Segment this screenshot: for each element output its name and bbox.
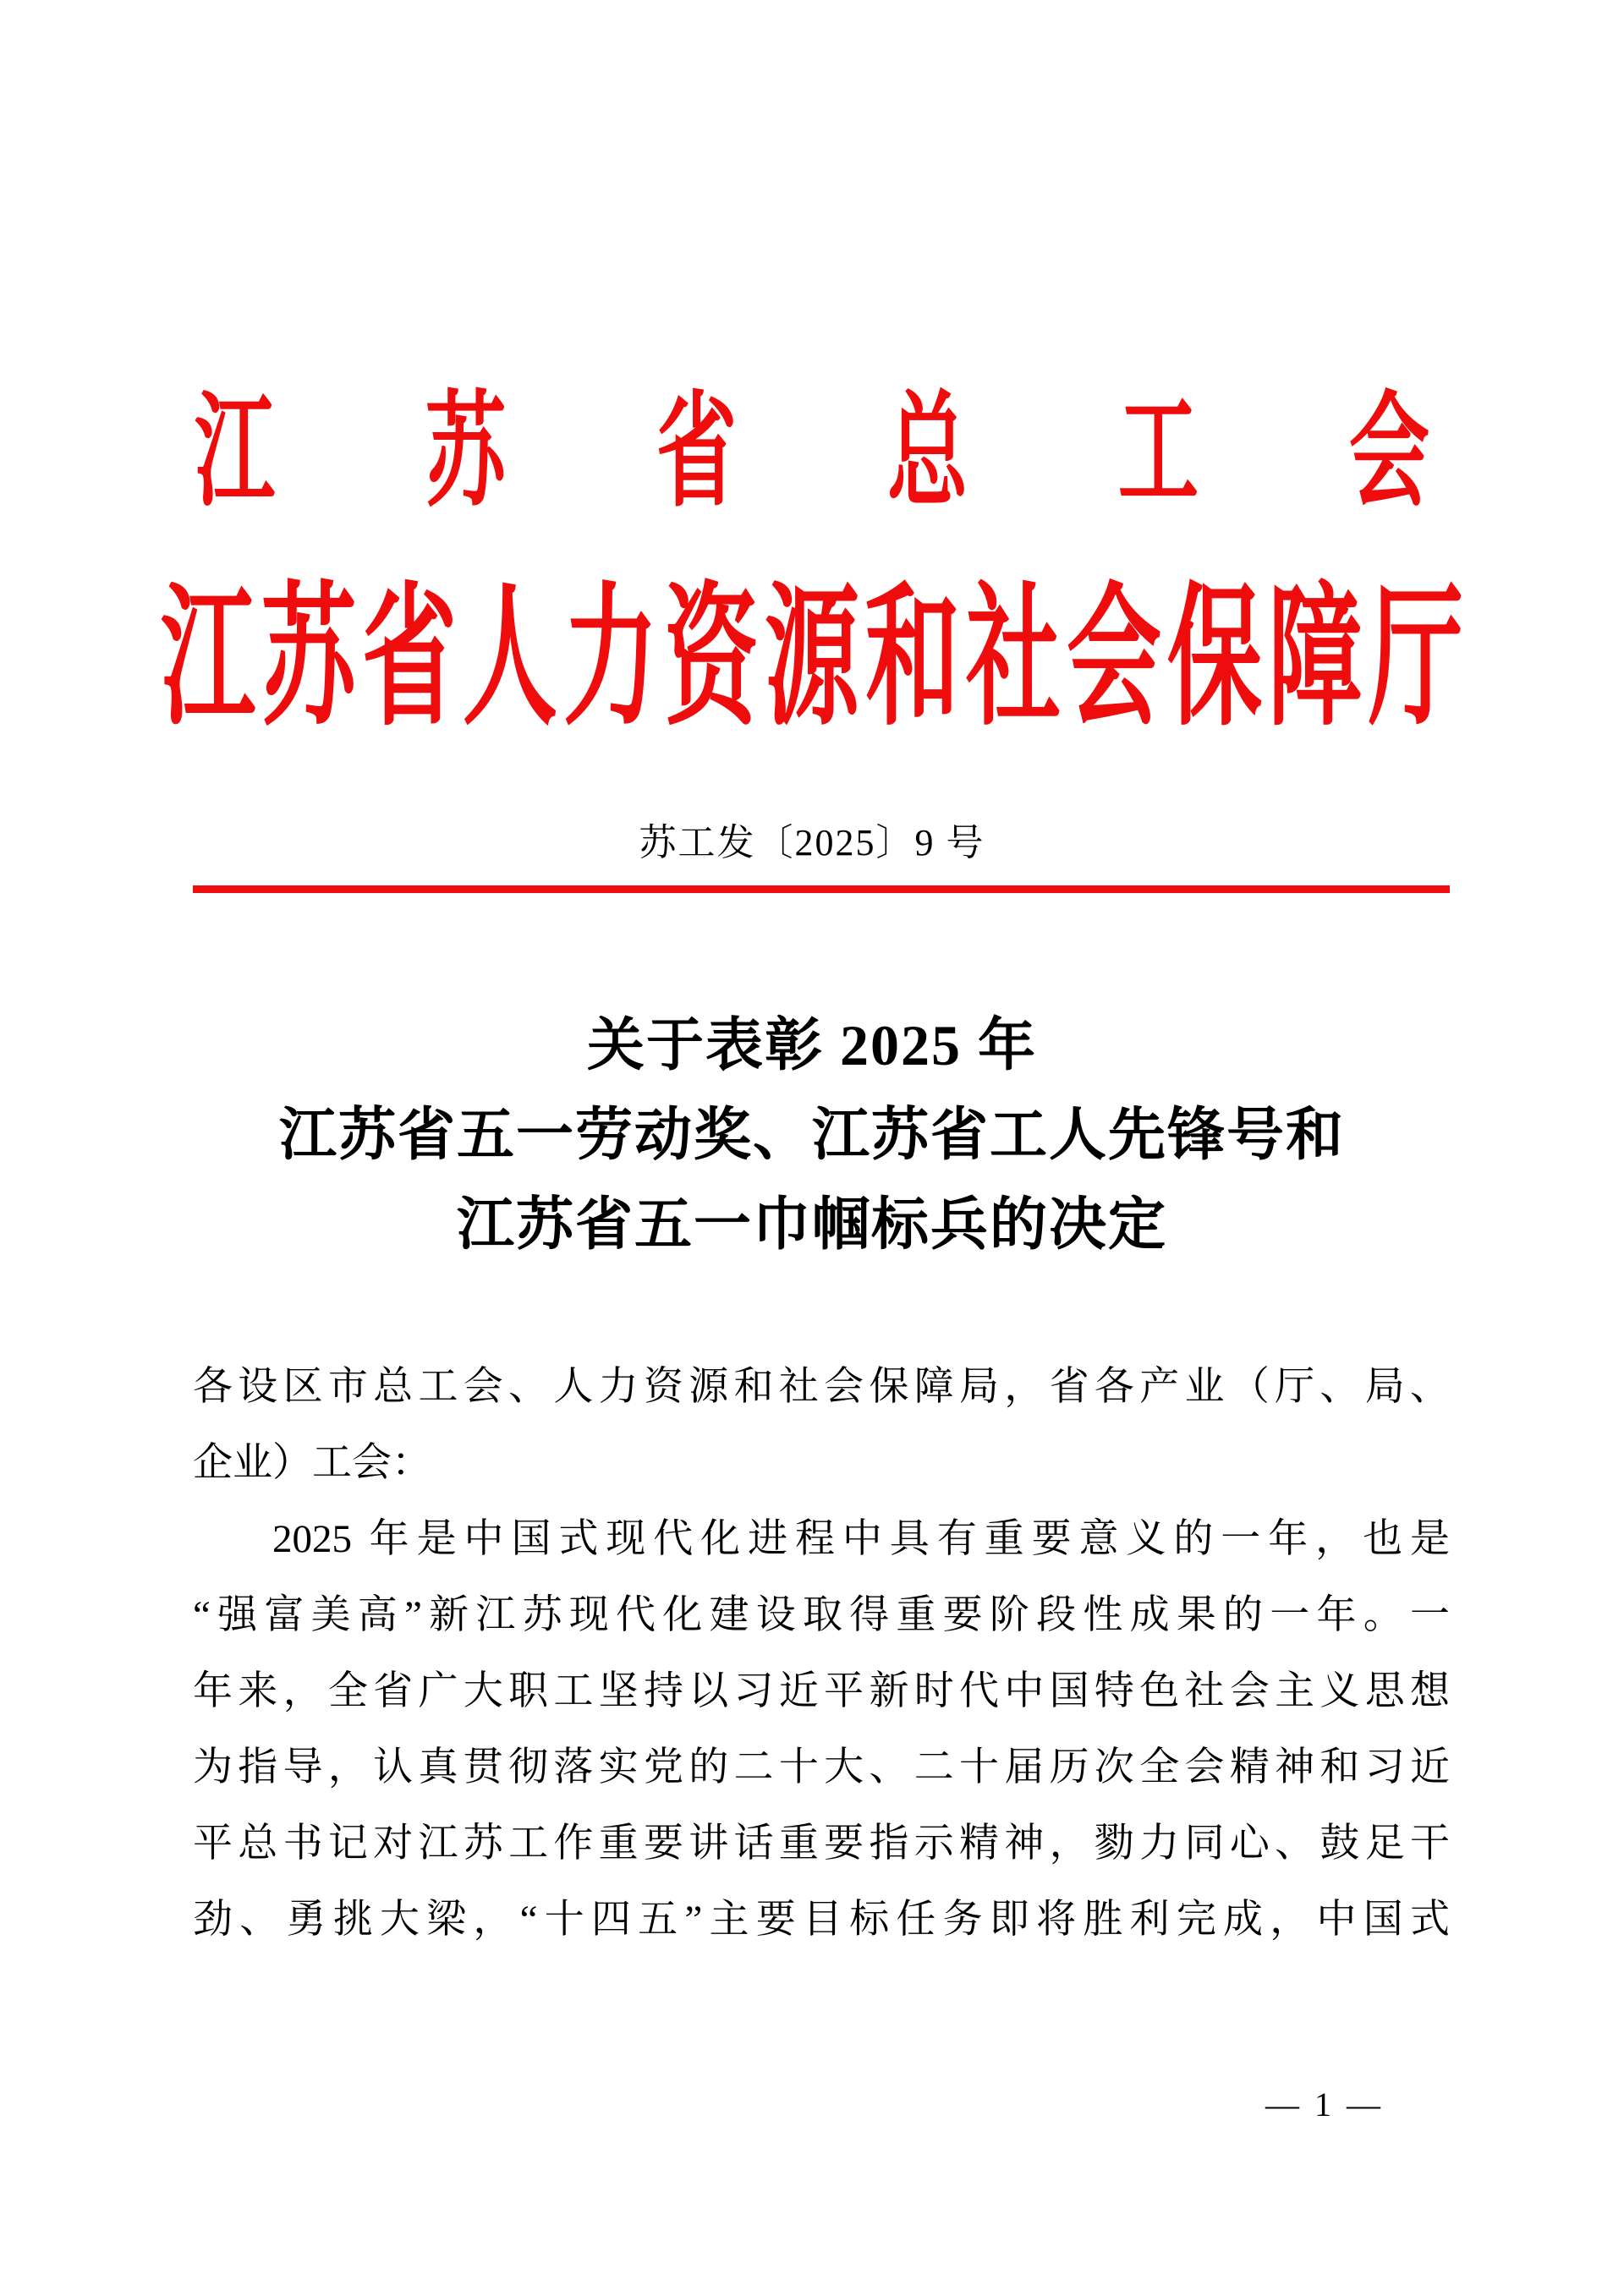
document-title-line-1: 关于表彰 2025 年 [586,1013,1037,1077]
document-title-line-2: 江苏省五一劳动奖、江苏省工人先锋号和 [278,1103,1345,1167]
letterhead-org-line-1: 江苏省总工会 [195,382,1429,523]
body-paragraph-line: 年来，全省广大职工坚持以习近平新时代中国特色社会主义思想 [193,1669,1450,1713]
body-paragraph-line: 平总书记对江苏工作重要讲话重要指示精神，勠力同心、鼓足干 [193,1822,1450,1866]
letterhead-org-line-2: 江苏省人力资源和社会保障厅 [161,574,1463,745]
document-title [135,1000,1489,1269]
body-paragraph-line: “强富美高”新江苏现代化建设取得重要阶段性成果的一年。一 [193,1593,1450,1637]
salutation-line-1: 各设区市总工会、人力资源和社会保障局，省各产业（厅、局、 [193,1365,1450,1409]
body-paragraph-line: 劲、勇挑大梁，“十四五”主要目标任务即将胜利完成，中国式 [193,1898,1450,1942]
salutation-line-2: 企业）工会： [193,1441,431,1485]
page-number: — 1 — [1265,2085,1384,2123]
body-paragraph-line: 2025 年是中国式现代化进程中具有重要意义的一年，也是 [272,1517,1450,1561]
document-title-line-3: 江苏省五一巾帼标兵的决定 [456,1192,1167,1257]
document-number: 苏工发〔2025〕9 号 [639,822,985,863]
document-body [193,1349,1450,1958]
red-separator-line [193,885,1450,893]
body-paragraph-line: 为指导，认真贯彻落实党的二十大、二十届历次全会精神和习近 [193,1745,1450,1789]
